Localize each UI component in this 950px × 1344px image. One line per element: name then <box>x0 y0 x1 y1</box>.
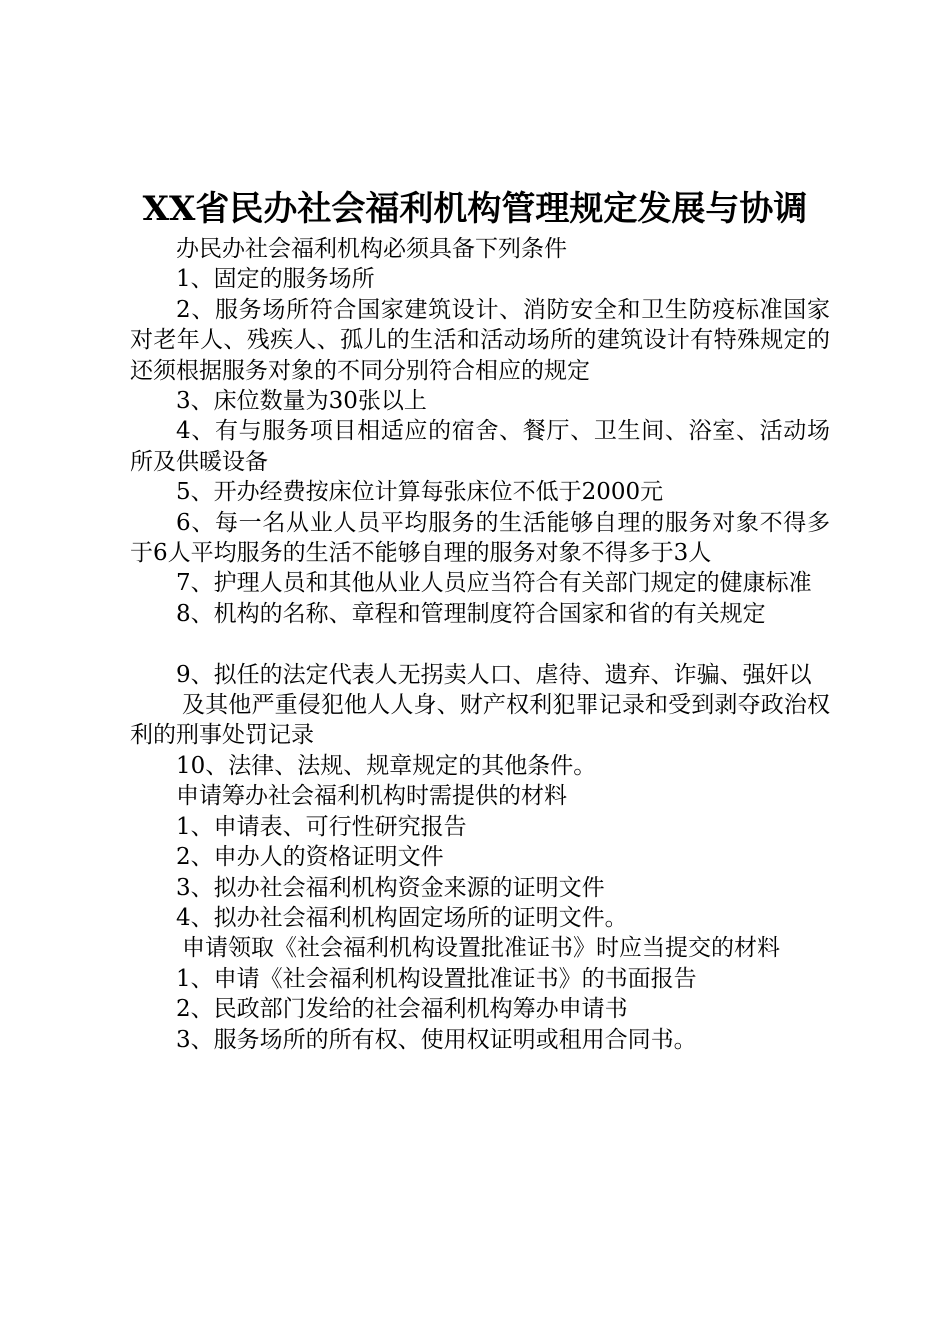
paragraph: 申请领取《社会福利机构设置批准证书》时应当提交的材料 <box>182 935 780 962</box>
blank-line <box>130 629 830 659</box>
paragraph: 1、申请《社会福利机构设置批准证书》的书面报告 <box>176 965 697 992</box>
paragraph: 办民办社会福利机构必须具备下列条件 <box>176 236 567 262</box>
paragraph: 8、机构的名称、章程和管理制度符合国家和省的有关规定 <box>176 600 766 627</box>
document-title: XX省民办社会福利机构管理规定发展与协调 <box>142 189 808 229</box>
paragraph: 2、申办人的资格证明文件 <box>176 844 444 871</box>
paragraph: 1、申请表、可行性研究报告 <box>176 813 467 840</box>
paragraph: 5、开办经费按床位计算每张床位不低于2000元 <box>176 479 664 506</box>
paragraph: 3、拟办社会福利机构资金来源的证明文件 <box>176 874 605 901</box>
paragraph: 9、拟任的法定代表人无拐卖人口、虐待、遗弃、诈骗、强奸以 <box>176 661 812 688</box>
paragraph: 10、法律、法规、规章规定的其他条件。 <box>176 752 597 779</box>
paragraph: 6、每一名从业人员平均服务的生活能够自理的服务对象不得多于6人平均服务的生活不能够自理的服务对象不得多于3人 <box>130 509 830 567</box>
paragraph: 7、护理人员和其他从业人员应当符合有关部门规定的健康标准 <box>176 570 812 597</box>
paragraph: 4、拟办社会福利机构固定场所的证明文件。 <box>176 904 628 931</box>
paragraph: 1、固定的服务场所 <box>176 266 375 293</box>
paragraph: 申请筹办社会福利机构时需提供的材料 <box>176 783 567 810</box>
document-body <box>130 234 830 1055</box>
paragraph: 2、服务场所符合国家建筑设计、消防安全和卫生防疫标准国家对老年人、残疾人、孤儿的生活和活动场所的建筑设计有特殊规定的还须根据服务对象的不同分别符合相应的规定 <box>130 296 830 384</box>
paragraph: 2、民政部门发给的社会福利机构筹办申请书 <box>176 996 628 1023</box>
paragraph: 3、床位数量为30张以上 <box>176 388 427 415</box>
paragraph: 及其他严重侵犯他人人身、财产权利犯罪记录和受到剥夺政治权利的刑事处罚记录 <box>130 692 830 749</box>
paragraph: 3、服务场所的所有权、使用权证明或租用合同书。 <box>176 1026 697 1053</box>
paragraph: 4、有与服务项目相适应的宿舍、餐厅、卫生间、浴室、活动场所及供暖设备 <box>130 418 830 475</box>
